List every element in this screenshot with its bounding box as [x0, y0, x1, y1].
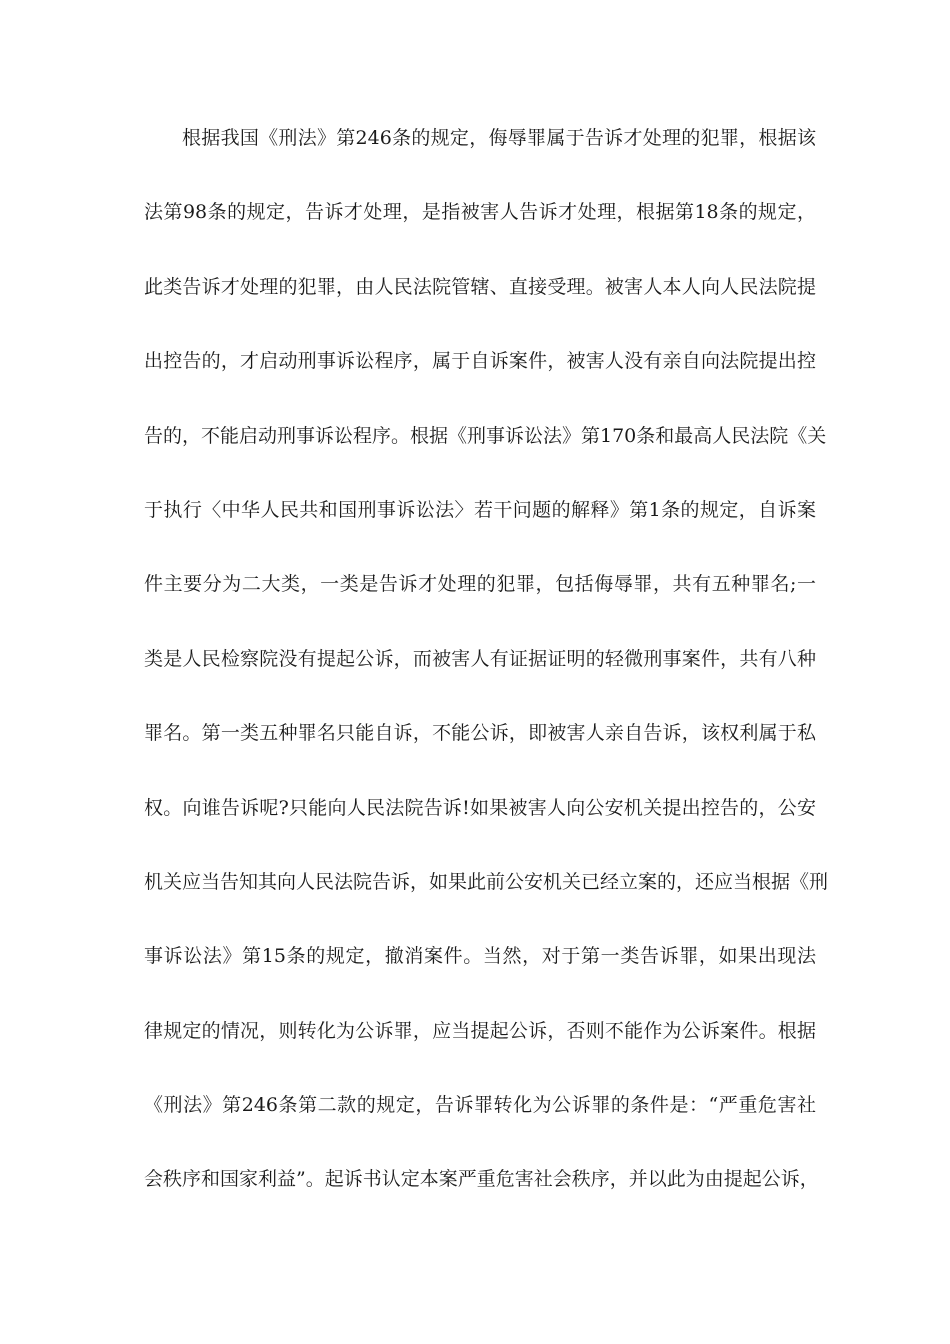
text-line-4: 出控告的，才启动刑事诉讼程序，属于自诉案件，被害人没有亲自向法院提出控 — [144, 350, 816, 373]
text-line-1: 根据我国《刑法》第246条的规定，侮辱罪属于告诉才处理的犯罪，根据该 — [182, 127, 816, 149]
body-paragraph — [144, 118, 829, 1234]
text-line-8: 类是人民检察院没有提起公诉，而被害人有证据证明的轻微刑事案件，共有八种 — [144, 647, 816, 670]
text-line-6: 于执行〈中华人民共和国刑事诉讼法〉若干问题的解释》第1条的规定，自诉案 — [144, 498, 816, 521]
text-line-11: 机关应当告知其向人民法院告诉，如果此前公安机关已经立案的，还应当根据《刑 — [144, 870, 829, 893]
text-line-12: 事诉讼法》第15条的规定，撤消案件。当然，对于第一类告诉罪，如果出现法 — [144, 945, 816, 968]
text-line-7: 件主要分为二大类，一类是告诉才处理的犯罪，包括侮辱罪，共有五种罪名;一 — [144, 573, 816, 596]
text-line-2: 法第98条的规定，告诉才处理，是指被害人告诉才处理，根据第18条的规定， — [144, 201, 816, 224]
text-line-5: 告的，不能启动刑事诉讼程序。根据《刑事诉讼法》第170条和最高人民法院《关 — [144, 424, 827, 447]
text-line-9: 罪名。第一类五种罪名只能自诉，不能公诉，即被害人亲自告诉，该权利属于私 — [144, 722, 816, 745]
text-line-13: 律规定的情况，则转化为公诉罪，应当提起公诉，否则不能作为公诉案件。根据 — [144, 1019, 816, 1042]
text-line-14: 《刑法》第246条第二款的规定，告诉罪转化为公诉罪的条件是：“严重危害社 — [144, 1094, 816, 1117]
text-line-10: 权。向谁告诉呢?只能向人民法院告诉!如果被害人向公安机关提出控告的，公安 — [144, 796, 816, 819]
text-line-15: 会秩序和国家利益”。起诉书认定本案严重危害社会秩序，并以此为由提起公诉， — [144, 1168, 819, 1191]
text-line-3: 此类告诉才处理的犯罪，由人民法院管辖、直接受理。被害人本人向人民法院提 — [144, 275, 816, 298]
